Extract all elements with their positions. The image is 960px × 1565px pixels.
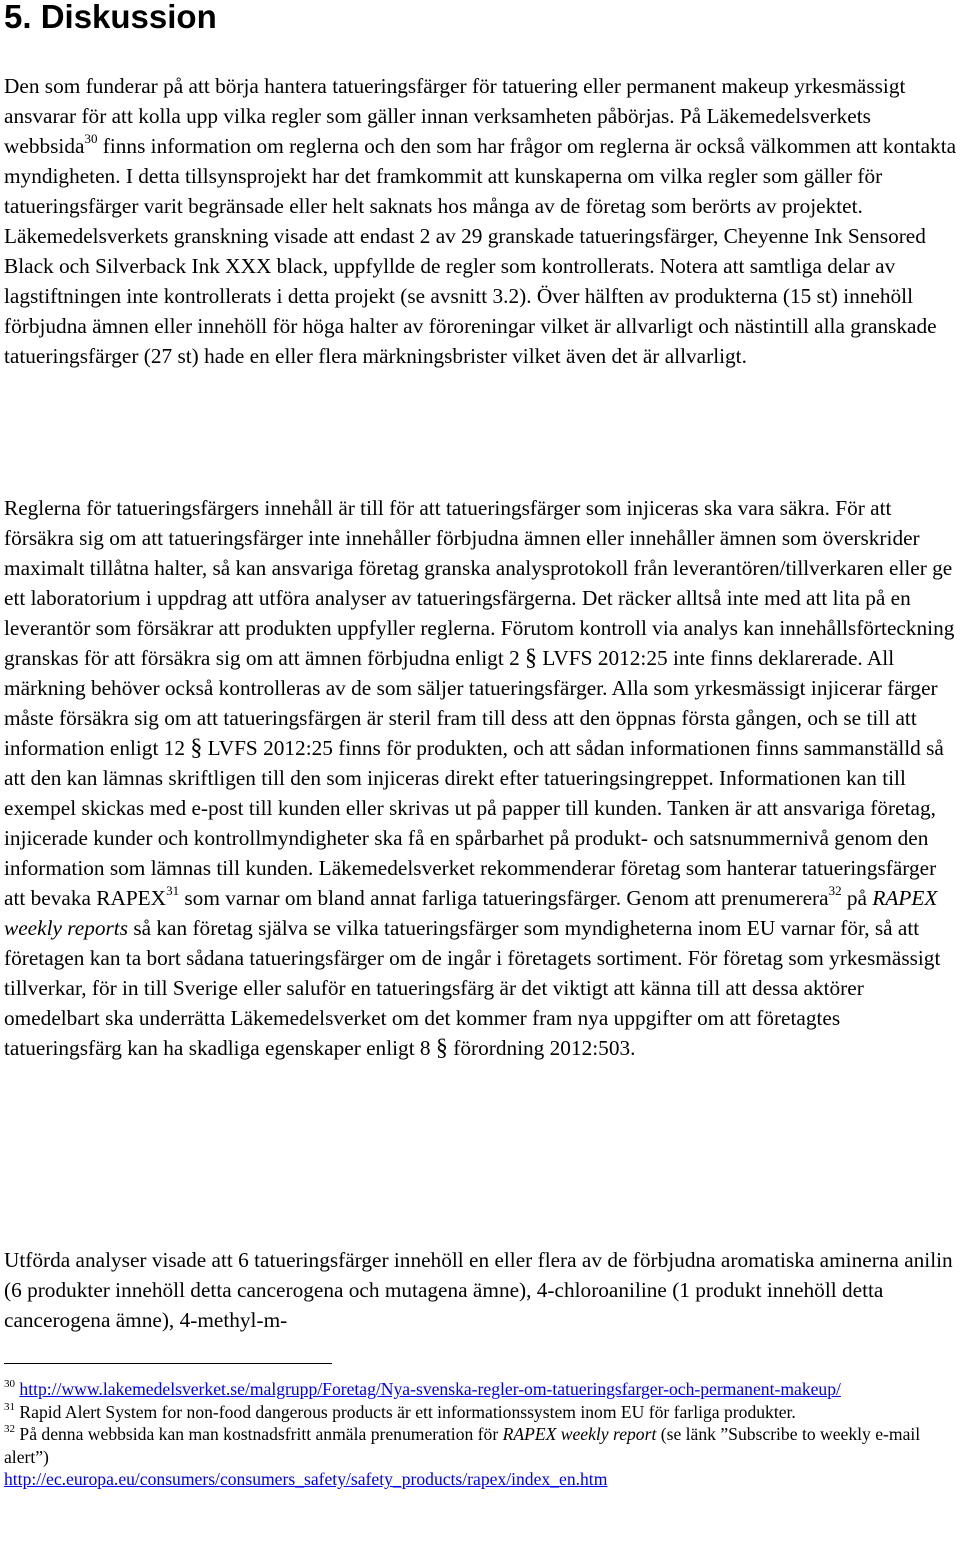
section-heading: 5. Diskussion [4,0,217,35]
paragraph-2-text-b: LVFS 2012:25 inte finns deklarerade. All märkning behöver också kontrolleras av de som säljer tatueringsfärger. Alla som yrkesmässigt injicerar färger måste försäkra sig om att tatueringsfärgen är steril fram till dess att den öppnas första gången, och se till att information enligt 12 [4,646,938,760]
paragraph-2 [4,493,957,1063]
footnotes [4,1378,954,1491]
footnote-32-text-b: (se länk ”Subscribe to weekly e-mail alert”) [4,1424,921,1467]
footnote-31-text: Rapid Alert System for non-food dangerous products är ett informationssystem inom EU för farliga produkter. [19,1401,796,1422]
section-sign-3: § [435,1035,448,1061]
section-sign-2: § [190,735,203,761]
paragraph-1-text-b: finns information om reglerna och den som har frågor om reglerna är också välkommen att kontakta myndigheten. I detta tillsynsprojekt har det framkommit att kunskaperna om vilka regler som gäller för tatueringsfärger varit begränsade eller helt saknats hos många av de företag som berörts av projektet. Läkemedelsverkets granskning visade att endast 2 av 29 granskade tatueringsfärger, Cheyenne Ink Sensored Black och Silverback Ink XXX black, uppfyllde de regler som kontrollerats. Notera att samtliga delar av lagstiftningen inte kontrollerats i detta projekt (se avsnitt 3.2). Över hälften av produkterna (15 st) innehöll förbjudna ämnen eller innehöll för höga halter av föroreningar vilket är allvarligt och nästintill alla granskade tatueringsfärger (27 st) hade en eller flera märkningsbrister vilket även det är allvarligt. [4,134,957,368]
footnote-divider [4,1363,332,1364]
footnote-32-link[interactable]: http://ec.europa.eu/consumers/consumers_safety/safety_products/rapex/index_en.htm [4,1469,608,1489]
paragraph-2-text-g: förordning 2012:503. [447,1036,636,1060]
footnote-number-31: 31 [4,1400,15,1413]
paragraph-2-text-d: som varnar om bland annat farliga tatueringsfärger. Genom att prenumerera [179,886,829,910]
footnote-ref-31[interactable]: 31 [166,882,180,898]
footnote-32 [4,1423,954,1491]
footnote-30 [4,1378,954,1401]
footnote-32-italic: RAPEX weekly report [502,1424,657,1444]
footnote-30-link[interactable]: http://www.lakemedelsverket.se/malgrupp/Foretag/Nya-svenska-regler-om-tatueringsfarger-och-permanent-makeup/ [19,1379,841,1399]
footnote-number-30: 30 [4,1378,15,1391]
footnote-31 [4,1401,954,1424]
paragraph-2-text-c: LVFS 2012:25 finns för produkten, och att sådan informationen finns sammanställd så att den kan lämnas skriftligen till den som injiceras direkt efter tatueringsingreppet. Informationen kan till exempel skickas med e-post till kunden eller skrivas ut på papper till kunden. Tanken är att ansvariga företag, injicerade kunder och kontrollmyndigheter ska få en spårbarhet på produkt- och satsnummernivå genom den information som lämnas till kunden. Läkemedelsverket rekommenderar företag som hanterar tatueringsfärger att bevaka RAPEX [4,736,944,910]
footnote-ref-30[interactable]: 30 [84,130,98,146]
paragraph-2-text-e: på [841,886,873,910]
paragraph-3 [4,1245,957,1335]
section-sign-1: § [525,645,538,671]
paragraph-1-text-a: Den som funderar på att börja hantera tatueringsfärger för tatuering eller permanent makeup yrkesmässigt ansvarar för att kolla upp vilka regler som gäller innan verksamheten påbörjas. På Läkemedelsverkets webbsida [4,74,906,158]
footnote-32-text-a: På denna webbsida kan man kostnadsfritt anmäla prenumeration för [19,1424,503,1444]
paragraph-3-text: Utförda analyser visade att 6 tatueringsfärger innehöll en eller flera av de förbjudna aromatiska aminerna anilin (6 produkter innehöll detta cancerogena och mutagena ämne), 4-chloroaniline (1 produkt innehöll detta cancerogena ämne), 4-methyl-m- [4,1248,953,1332]
paragraph-2-text-f: så kan företag själva se vilka tatueringsfärger som myndigheterna inom EU varnar för, så att företagen kan ta bort sådana tatueringsfärger om de ingår i företagets sortiment. För företag som yrkesmässigt tillverkar, för in till Sverige eller saluför en tatueringsfärg är det viktigt att känna till att dessa aktörer omedelbart ska underrätta Läkemedelsverket om det kommer fram nya uppgifter om att företagtes tatueringsfärg kan ha skadliga egenskaper enligt 8 [4,916,941,1060]
footnote-ref-32[interactable]: 32 [828,882,842,898]
paragraph-1 [4,71,957,371]
paragraph-2-text-a: Reglerna för tatueringsfärgers innehåll är till för att tatueringsfärger som injiceras ska vara säkra. För att försäkra sig om att tatueringsfärger inte innehåller förbjudna ämnen eller innehåller ämnen som överskrider maximalt tillåtna halter, så kan ansvariga företag granska analysprotokoll från leverantören/tillverkaren eller ge ett laboratorium i uppdrag att utföra analyser av tatueringsfärgerna. Det räcker alltså inte med att lita på en leverantör som försäkrar att produkten uppfyller reglerna. Förutom kontroll via analys kan innehållsförteckning granskas för att försäkra sig om att ämnen förbjudna enligt 2 [4,496,955,670]
footnote-number-32: 32 [4,1423,15,1436]
rapex-weekly-reports-italic: RAPEX weekly reports [4,886,938,940]
